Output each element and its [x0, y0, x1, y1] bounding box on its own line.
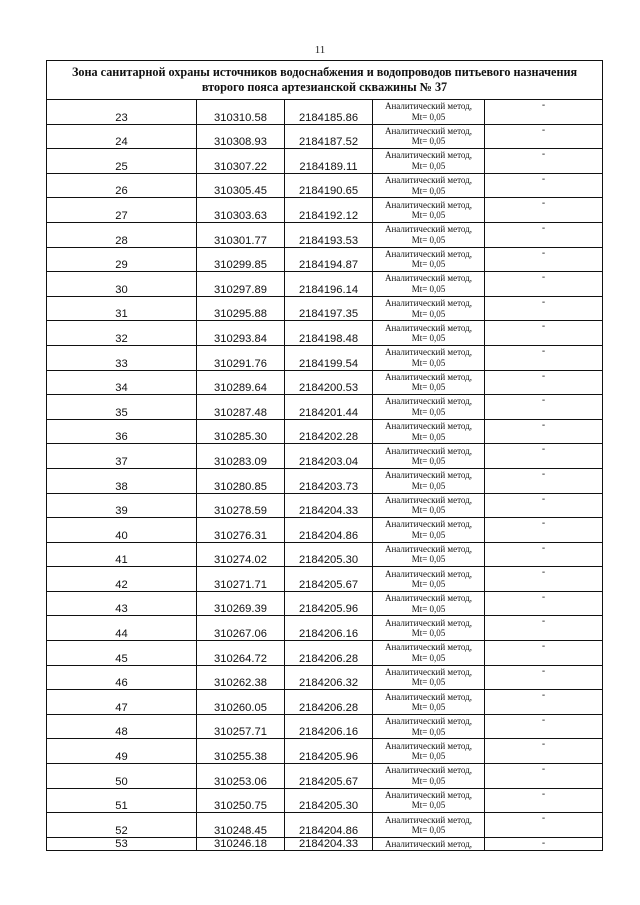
error-cell: - — [485, 813, 603, 838]
point-number-cell: 43 — [47, 591, 197, 616]
table-row — [47, 222, 603, 247]
error-cell: - — [485, 100, 603, 125]
accuracy-text: Mt= 0,05 — [411, 357, 446, 368]
method-cell — [373, 837, 485, 850]
y-coordinate-cell: 2184199.54 — [285, 345, 373, 370]
table-row — [47, 493, 603, 518]
x-coordinate-cell: 310307.22 — [197, 149, 285, 174]
method-cell — [373, 665, 485, 690]
table-row — [47, 321, 603, 346]
method-cell — [373, 395, 485, 420]
y-coordinate-cell: 2184189.11 — [285, 149, 373, 174]
table-row — [47, 641, 603, 666]
error-cell: - — [485, 345, 603, 370]
accuracy-text: Mt= 0,05 — [411, 431, 446, 442]
table-row — [47, 813, 603, 838]
table-row — [47, 714, 603, 739]
method-cell — [373, 518, 485, 543]
method-text: Аналитический метод, — [384, 470, 473, 481]
x-coordinate-cell: 310276.31 — [197, 518, 285, 543]
error-cell: - — [485, 591, 603, 616]
table-row — [47, 616, 603, 641]
point-number-cell: 42 — [47, 567, 197, 592]
method-cell — [373, 567, 485, 592]
point-number-cell: 31 — [47, 296, 197, 321]
y-coordinate-cell: 2184206.28 — [285, 690, 373, 715]
y-coordinate-cell: 2184190.65 — [285, 173, 373, 198]
point-number-cell: 49 — [47, 739, 197, 764]
table-row — [47, 591, 603, 616]
table-row — [47, 100, 603, 125]
y-coordinate-cell: 2184202.28 — [285, 419, 373, 444]
method-text: Аналитический метод, — [384, 593, 473, 604]
y-coordinate-cell: 2184205.30 — [285, 542, 373, 567]
method-text: Аналитический метод, — [384, 347, 473, 358]
x-coordinate-cell: 310299.85 — [197, 247, 285, 272]
accuracy-text: Mt= 0,05 — [411, 136, 446, 147]
x-coordinate-cell: 310269.39 — [197, 591, 285, 616]
y-coordinate-cell: 2184205.67 — [285, 567, 373, 592]
y-coordinate-cell: 2184187.52 — [285, 124, 373, 149]
point-number-cell: 32 — [47, 321, 197, 346]
error-cell: - — [485, 395, 603, 420]
accuracy-text: Mt= 0,05 — [411, 185, 446, 196]
error-cell: - — [485, 739, 603, 764]
point-number-cell: 25 — [47, 149, 197, 174]
method-text: Аналитический метод, — [384, 298, 473, 309]
x-coordinate-cell: 310267.06 — [197, 616, 285, 641]
table-row — [47, 542, 603, 567]
accuracy-text: Mt= 0,05 — [411, 554, 446, 565]
point-number-cell: 26 — [47, 173, 197, 198]
table-title — [47, 61, 603, 100]
method-text: Аналитический метод, — [384, 445, 473, 456]
table-row — [47, 837, 603, 850]
method-cell — [373, 788, 485, 813]
accuracy-text: Mt= 0,05 — [411, 825, 446, 836]
point-number-cell: 50 — [47, 764, 197, 789]
table-title-line-2: второго пояса артезианской скважины № 37 — [201, 80, 448, 94]
x-coordinate-cell: 310308.93 — [197, 124, 285, 149]
method-text: Аналитический метод, — [384, 543, 473, 554]
y-coordinate-cell: 2184205.67 — [285, 764, 373, 789]
accuracy-text: Mt= 0,05 — [411, 259, 446, 270]
x-coordinate-cell: 310297.89 — [197, 272, 285, 297]
point-number-cell: 38 — [47, 468, 197, 493]
accuracy-text: Mt= 0,05 — [411, 702, 446, 713]
point-number-cell: 52 — [47, 813, 197, 838]
x-coordinate-cell: 310250.75 — [197, 788, 285, 813]
point-number-cell: 39 — [47, 493, 197, 518]
table-row — [47, 149, 603, 174]
accuracy-text: Mt= 0,05 — [411, 160, 446, 171]
x-coordinate-cell: 310285.30 — [197, 419, 285, 444]
table-row — [47, 567, 603, 592]
point-number-cell: 45 — [47, 641, 197, 666]
y-coordinate-cell: 2184204.86 — [285, 518, 373, 543]
method-text: Аналитический метод, — [384, 248, 473, 259]
x-coordinate-cell: 310289.64 — [197, 370, 285, 395]
table-row — [47, 518, 603, 543]
accuracy-text: Mt= 0,05 — [411, 726, 446, 737]
method-text: Аналитический метод, — [384, 175, 473, 186]
point-number-cell: 28 — [47, 222, 197, 247]
accuracy-text: Mt= 0,05 — [411, 800, 446, 811]
point-number-cell: 27 — [47, 198, 197, 223]
y-coordinate-cell: 2184205.96 — [285, 739, 373, 764]
error-cell: - — [485, 419, 603, 444]
error-cell: - — [485, 714, 603, 739]
y-coordinate-cell: 2184205.96 — [285, 591, 373, 616]
y-coordinate-cell: 2184203.73 — [285, 468, 373, 493]
error-cell: - — [485, 788, 603, 813]
accuracy-text: Mt= 0,05 — [411, 579, 446, 590]
error-cell: - — [485, 444, 603, 469]
point-number-cell: 30 — [47, 272, 197, 297]
error-cell: - — [485, 149, 603, 174]
method-text: Аналитический метод, — [384, 322, 473, 333]
table-row — [47, 739, 603, 764]
y-coordinate-cell: 2184206.32 — [285, 665, 373, 690]
method-text: Аналитический метод, — [384, 568, 473, 579]
table-row — [47, 296, 603, 321]
accuracy-text: Mt= 0,05 — [411, 480, 446, 491]
table-row — [47, 345, 603, 370]
accuracy-text: Mt= 0,05 — [411, 529, 446, 540]
method-text: Аналитический метод, — [384, 838, 473, 849]
error-cell: - — [485, 690, 603, 715]
y-coordinate-cell: 2184204.33 — [285, 493, 373, 518]
y-coordinate-cell: 2184185.86 — [285, 100, 373, 125]
x-coordinate-cell: 310264.72 — [197, 641, 285, 666]
accuracy-text: Mt= 0,05 — [411, 210, 446, 221]
error-cell: - — [485, 321, 603, 346]
error-cell: - — [485, 222, 603, 247]
x-coordinate-cell: 310305.45 — [197, 173, 285, 198]
accuracy-text: Mt= 0,05 — [411, 406, 446, 417]
method-text: Аналитический метод, — [384, 396, 473, 407]
table-body — [47, 61, 603, 851]
x-coordinate-cell: 310246.18 — [197, 837, 285, 850]
y-coordinate-cell: 2184197.35 — [285, 296, 373, 321]
error-cell: - — [485, 272, 603, 297]
method-cell — [373, 493, 485, 518]
method-text: Аналитический метод, — [384, 765, 473, 776]
table-row — [47, 198, 603, 223]
method-text: Аналитический метод, — [384, 814, 473, 825]
point-number-cell: 41 — [47, 542, 197, 567]
method-text: Аналитический метод, — [384, 642, 473, 653]
accuracy-text: Mt= 0,05 — [411, 677, 446, 688]
accuracy-text: Mt= 0,05 — [411, 111, 446, 122]
method-cell — [373, 296, 485, 321]
y-coordinate-cell: 2184196.14 — [285, 272, 373, 297]
method-text: Аналитический метод, — [384, 519, 473, 530]
point-number-cell: 47 — [47, 690, 197, 715]
method-cell — [373, 444, 485, 469]
method-cell — [373, 345, 485, 370]
method-text: Аналитический метод, — [384, 371, 473, 382]
error-cell: - — [485, 124, 603, 149]
method-cell — [373, 419, 485, 444]
method-cell — [373, 813, 485, 838]
error-cell: - — [485, 370, 603, 395]
x-coordinate-cell: 310278.59 — [197, 493, 285, 518]
coordinates-table — [46, 60, 603, 851]
error-cell: - — [485, 198, 603, 223]
error-cell: - — [485, 542, 603, 567]
accuracy-text: Mt= 0,05 — [411, 283, 446, 294]
table-header-row — [47, 61, 603, 100]
y-coordinate-cell: 2184192.12 — [285, 198, 373, 223]
x-coordinate-cell: 310303.63 — [197, 198, 285, 223]
accuracy-text: Mt= 0,05 — [411, 456, 446, 467]
page-number: 11 — [314, 44, 326, 56]
table-row — [47, 764, 603, 789]
x-coordinate-cell: 310293.84 — [197, 321, 285, 346]
accuracy-text: Mt= 0,05 — [411, 308, 446, 319]
x-coordinate-cell: 310255.38 — [197, 739, 285, 764]
method-text: Аналитический метод, — [384, 494, 473, 505]
table-row — [47, 395, 603, 420]
y-coordinate-cell: 2184203.04 — [285, 444, 373, 469]
x-coordinate-cell: 310295.88 — [197, 296, 285, 321]
accuracy-text: Mt= 0,05 — [411, 603, 446, 614]
method-text: Аналитический метод, — [384, 199, 473, 210]
method-cell — [373, 616, 485, 641]
x-coordinate-cell: 310257.71 — [197, 714, 285, 739]
method-cell — [373, 370, 485, 395]
x-coordinate-cell: 310287.48 — [197, 395, 285, 420]
method-cell — [373, 468, 485, 493]
point-number-cell: 40 — [47, 518, 197, 543]
method-cell — [373, 714, 485, 739]
y-coordinate-cell: 2184200.53 — [285, 370, 373, 395]
y-coordinate-cell: 2184204.33 — [285, 837, 373, 850]
method-text: Аналитический метод, — [384, 101, 473, 112]
error-cell: - — [485, 665, 603, 690]
error-cell: - — [485, 616, 603, 641]
accuracy-text: Mt= 0,05 — [411, 652, 446, 663]
x-coordinate-cell: 310260.05 — [197, 690, 285, 715]
x-coordinate-cell: 310283.09 — [197, 444, 285, 469]
point-number-cell: 48 — [47, 714, 197, 739]
method-cell — [373, 641, 485, 666]
error-cell: - — [485, 837, 603, 850]
table-row — [47, 788, 603, 813]
table-row — [47, 468, 603, 493]
method-cell — [373, 764, 485, 789]
y-coordinate-cell: 2184206.28 — [285, 641, 373, 666]
method-cell — [373, 149, 485, 174]
error-cell: - — [485, 173, 603, 198]
point-number-cell: 51 — [47, 788, 197, 813]
method-cell — [373, 272, 485, 297]
error-cell: - — [485, 764, 603, 789]
table-row — [47, 370, 603, 395]
error-cell: - — [485, 296, 603, 321]
y-coordinate-cell: 2184198.48 — [285, 321, 373, 346]
x-coordinate-cell: 310301.77 — [197, 222, 285, 247]
x-coordinate-cell: 310291.76 — [197, 345, 285, 370]
method-cell — [373, 739, 485, 764]
accuracy-text: Mt= 0,05 — [411, 382, 446, 393]
method-text: Аналитический метод, — [384, 224, 473, 235]
y-coordinate-cell: 2184205.30 — [285, 788, 373, 813]
accuracy-text: Mt= 0,05 — [411, 751, 446, 762]
point-number-cell: 53 — [47, 837, 197, 850]
x-coordinate-cell: 310310.58 — [197, 100, 285, 125]
table-row — [47, 124, 603, 149]
table-row — [47, 173, 603, 198]
y-coordinate-cell: 2184204.86 — [285, 813, 373, 838]
y-coordinate-cell: 2184193.53 — [285, 222, 373, 247]
method-text: Аналитический метод, — [384, 150, 473, 161]
x-coordinate-cell: 310280.85 — [197, 468, 285, 493]
point-number-cell: 29 — [47, 247, 197, 272]
table-row — [47, 272, 603, 297]
point-number-cell: 46 — [47, 665, 197, 690]
point-number-cell: 33 — [47, 345, 197, 370]
method-cell — [373, 591, 485, 616]
table-row — [47, 419, 603, 444]
x-coordinate-cell: 310274.02 — [197, 542, 285, 567]
accuracy-text: Mt= 0,05 — [411, 628, 446, 639]
method-text: Аналитический метод, — [384, 125, 473, 136]
error-cell: - — [485, 247, 603, 272]
method-cell — [373, 247, 485, 272]
point-number-cell: 24 — [47, 124, 197, 149]
table-row — [47, 665, 603, 690]
accuracy-text: Mt= 0,05 — [411, 234, 446, 245]
x-coordinate-cell: 310253.06 — [197, 764, 285, 789]
method-cell — [373, 542, 485, 567]
point-number-cell: 23 — [47, 100, 197, 125]
point-number-cell: 36 — [47, 419, 197, 444]
error-cell: - — [485, 518, 603, 543]
accuracy-text: Mt= 0,05 — [411, 333, 446, 344]
y-coordinate-cell: 2184206.16 — [285, 714, 373, 739]
point-number-cell: 37 — [47, 444, 197, 469]
method-text: Аналитический метод, — [384, 716, 473, 727]
x-coordinate-cell: 310271.71 — [197, 567, 285, 592]
y-coordinate-cell: 2184206.16 — [285, 616, 373, 641]
method-cell — [373, 173, 485, 198]
method-cell — [373, 321, 485, 346]
y-coordinate-cell: 2184194.87 — [285, 247, 373, 272]
point-number-cell: 44 — [47, 616, 197, 641]
error-cell: - — [485, 468, 603, 493]
table-row — [47, 247, 603, 272]
method-cell — [373, 690, 485, 715]
method-text: Аналитический метод, — [384, 691, 473, 702]
method-text: Аналитический метод, — [384, 273, 473, 284]
point-number-cell: 35 — [47, 395, 197, 420]
table-title-line-1: Зона санитарной охраны источников водоснабжения и водопроводов питьевого назначения — [71, 65, 578, 79]
method-text: Аналитический метод, — [384, 789, 473, 800]
point-number-cell: 34 — [47, 370, 197, 395]
method-text: Аналитический метод, — [384, 666, 473, 677]
x-coordinate-cell: 310248.45 — [197, 813, 285, 838]
accuracy-text: Mt= 0,05 — [411, 505, 446, 516]
table-row — [47, 690, 603, 715]
method-cell — [373, 124, 485, 149]
error-cell: - — [485, 493, 603, 518]
method-cell — [373, 100, 485, 125]
method-cell — [373, 222, 485, 247]
method-cell — [373, 198, 485, 223]
accuracy-text: Mt= 0,05 — [411, 775, 446, 786]
method-text: Аналитический метод, — [384, 617, 473, 628]
method-text: Аналитический метод, — [384, 421, 473, 432]
method-text: Аналитический метод, — [384, 740, 473, 751]
error-cell: - — [485, 641, 603, 666]
y-coordinate-cell: 2184201.44 — [285, 395, 373, 420]
table-row — [47, 444, 603, 469]
x-coordinate-cell: 310262.38 — [197, 665, 285, 690]
error-cell: - — [485, 567, 603, 592]
